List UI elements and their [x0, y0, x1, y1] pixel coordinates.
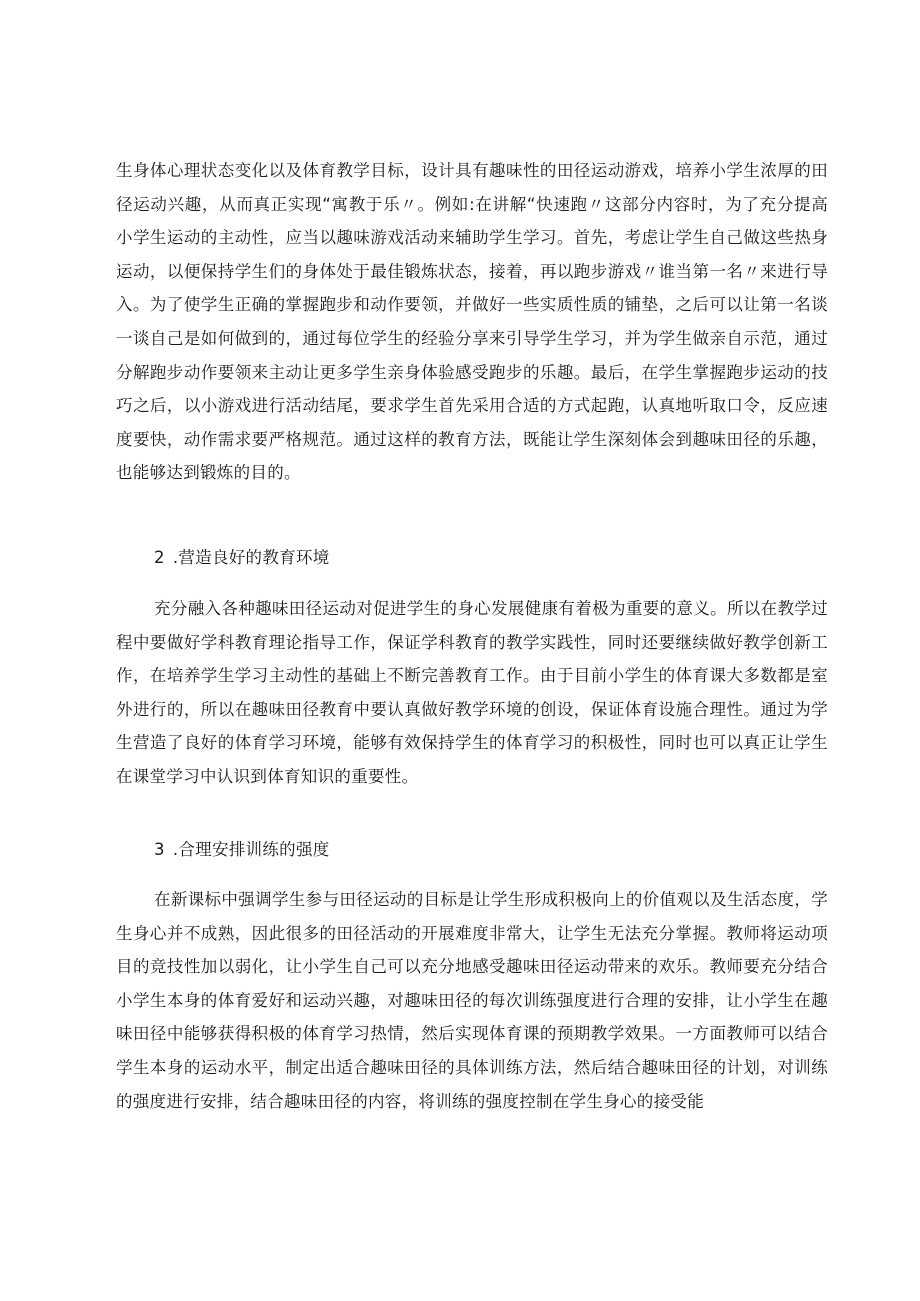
section-heading-training-intensity: [154, 838, 330, 862]
paragraph-quick-run-game: 生身体心理状态变化以及体育教学目标，设计具有趣味性的田径运动游戏，培养小学生浓厚的田径运动兴趣，从而真正实现“寓教于乐〃。例如:在讲解“快速跑〃这部分内容时，为了充分提高小学生运动的主动性，应当以趣味游戏活动来辅助学生学习。首先，考虑让学生自己做这些热身运动，以便保持学生们的身体处于最佳锻炼状态，接着，再以跑步游戏〃谁当第一名〃来进行导入。为了使学生正确的掌握跑步和动作要领，并做好一些实质性质的铺垫，之后可以让第一名谈一谈自己是如何做到的，通过每位学生的经验分享来引导学生学习，并为学生做亲自示范，通过分解跑步动作要领来主动让更多学生亲身体验感受跑步的乐趣。最后，在学生掌握跑步运动的技巧之后，以小游戏进行活动结尾，要求学生首先采用合适的方式起跑，认真地听取口令，反应速度要快，动作需求要严格规范。通过这样的教育方法，既能让学生深刻体会到趣味田径的乐趣，也能够达到锻炼的目的。: [116, 161, 828, 483]
paragraph-education-environment: 充分融入各种趣味田径运动对促进学生的身心发展健康有着极为重要的意义。所以在教学过程中要做好学科教育理论指导工作，保证学科教育的教学实践性，同时还要继续做好教学创新工作，在培养学生学习主动性的基础上不断完善教育工作。由于目前小学生的体育课大多数都是室外进行的，所以在趣味田径教育中要认真做好教学环境的创设，保证体育设施合理性。通过为学生营造了良好的体育学习环境，能够有效保持学生的体育学习的积极性，同时也可以真正让学生在课堂学习中认识到体育知识的重要性。: [116, 599, 828, 786]
section-title: .营造良好的教育环境: [172, 548, 330, 567]
section-title: .合理安排训练的强度: [172, 840, 330, 859]
section-heading-education-environment: [154, 546, 330, 570]
section-number: 2: [154, 548, 165, 567]
section-number: 3: [154, 840, 165, 859]
paragraph-training-intensity: 在新课标中强调学生参与田径运动的目标是让学生形成积极向上的价值观以及生活态度，学生身心并不成熟，因此很多的田径活动的开展难度非常大，让学生无法充分掌握。教师将运动项目的竞技性加以弱化，让小学生自己可以充分地感受趣味田径运动带来的欢乐。教师要充分结合小学生本身的体育爱好和运动兴趣，对趣味田径的每次训练强度进行合理的安排，让小学生在趣味田径中能够获得积极的体育学习热情，然后实现体育课的预期教学效果。一方面教师可以结合学生本身的运动水平，制定出适合趣味田径的具体训练方法，然后结合趣味田径的计划，对训练的强度进行安排，结合趣味田径的内容，将训练的强度控制在学生身心的接受能: [116, 890, 828, 1111]
